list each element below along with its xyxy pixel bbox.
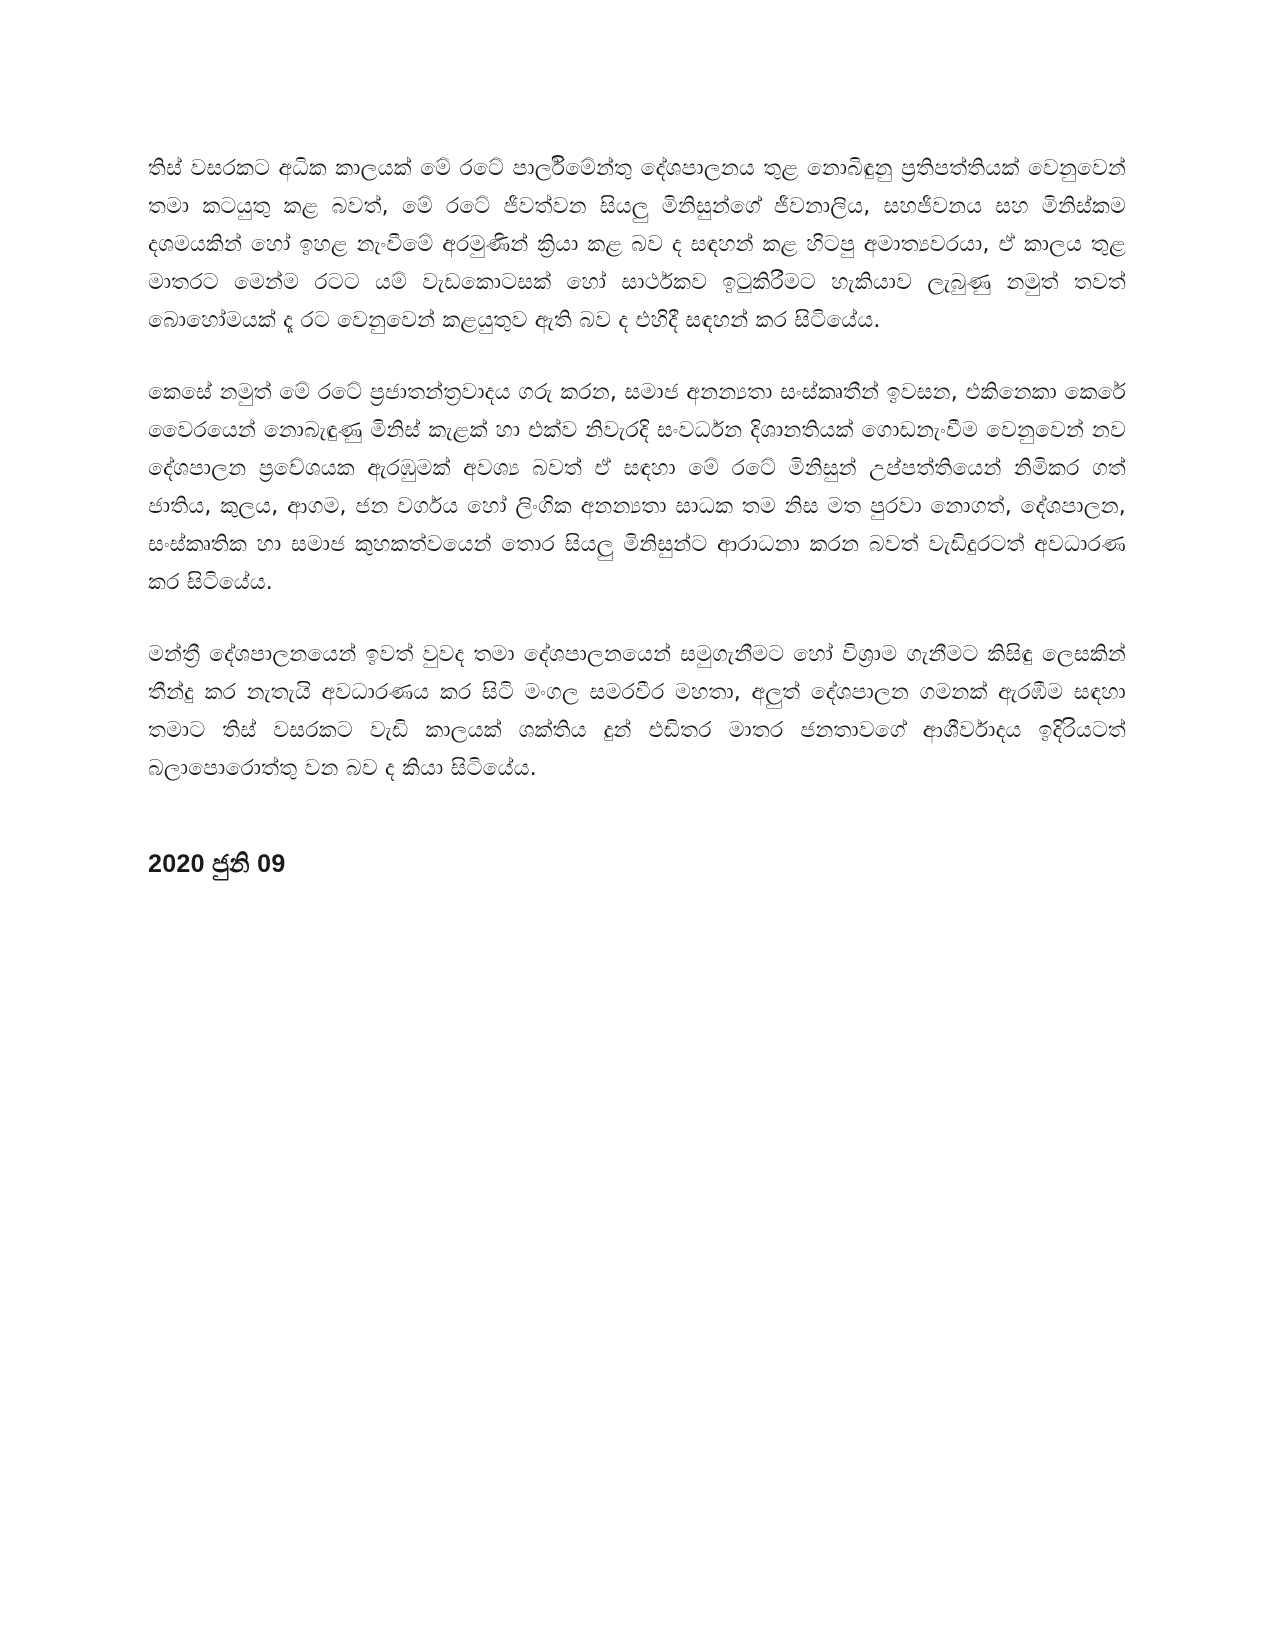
document-date: 2020 ජුනි 09 — [148, 850, 286, 878]
document-page — [148, 150, 1126, 879]
paragraph-2: කෙසේ නමුත් මේ රටේ ප්‍රජාතන්ත්‍රවාදය ගරු කරන, සමාජ අනන්‍යතා සංස්කෘතීන් ඉවසන, එකිනෙකා කෙරේ වෛරයෙන් නොබැඳුණු මිනිස් කැළක් හා එක්ව නිවැරදි සංවර්ධන දිශානතියක් ගොඩනැංවීම වෙනුවෙන් නව දේශපාලන ප්‍රවේශයක ඇරඹුමක් අවශ්‍ය බවත් ඒ සඳහා මේ රටේ මිනිසුන් උප්පත්තියෙන් නිමිකර ගත් ජාතිය, කුලය, ආගම, ජන වර්ගය හෝ ලිංගික අනන්‍යතා සාධක තම නිස මත පුරවා නොගත්, දේශපාලන, සංස්කෘතික හා සමාජ කුහකත්වයෙන් තොර සියලු මිනිසුන්ට ආරාධනා කරන බවත් වැඩිදුරටත් අවධාරණ කර සිටියේය. — [148, 380, 1126, 595]
paragraph-1: තිස් වසරකට අධික කාලයක් මේ රටේ පාර්ලිමේන්තු දේශපාලනය තුළ නොබිඳුනු ප්‍රතිපත්තියක් වෙනුවෙන් තමා කටයුතු කළ බවත්, මේ රටේ ජීවත්වන සියලු මිනිසුන්ගේ ජීවනාලිය, සහජීවනය සහ මිනිස්කම දශමයකින් හෝ ඉහළ නැංවීමේ අරමුණින් ක්‍රියා කළ බව ද සඳහන් කළ හිටපු අමාත්‍යවරයා, ඒ කාලය තුළ මාතරට මෙන්ම රටට යම් වැඩකොටසක් හෝ සාර්ථකව ඉටුකිරීමට හැකියාව ලැබුණු නමුත් තවත් බොහෝමයක් දෑ රට වෙනුවෙන් කළයුතුව ඇති බව ද එහිදී සඳහන් කර සිටියේය. — [148, 156, 1126, 333]
paragraph-3: මන්ත්‍රී දේශපාලනයෙන් ඉවත් වුවද තමා දේශපාලනයෙන් සමුගැනීමට හෝ විශ්‍රාම ගැනීමට කිසිඳු ලෙසකින් තීන්දු කර නැතැයි අවධාරණය කර සිටි මංගල සමරවීර මහතා, අලුත් දේශපාලන ගමනක් ඇරඹීම සඳහා තමාට තිස් වසරකට වැඩි කාලයක් ශක්තිය දුන් එඩිතර මාතර ජනතාවගේ ආශීර්වාදය ඉදිරියටත් බලාපොරොත්තු වන බව ද කියා සිටියේය. — [148, 642, 1126, 781]
